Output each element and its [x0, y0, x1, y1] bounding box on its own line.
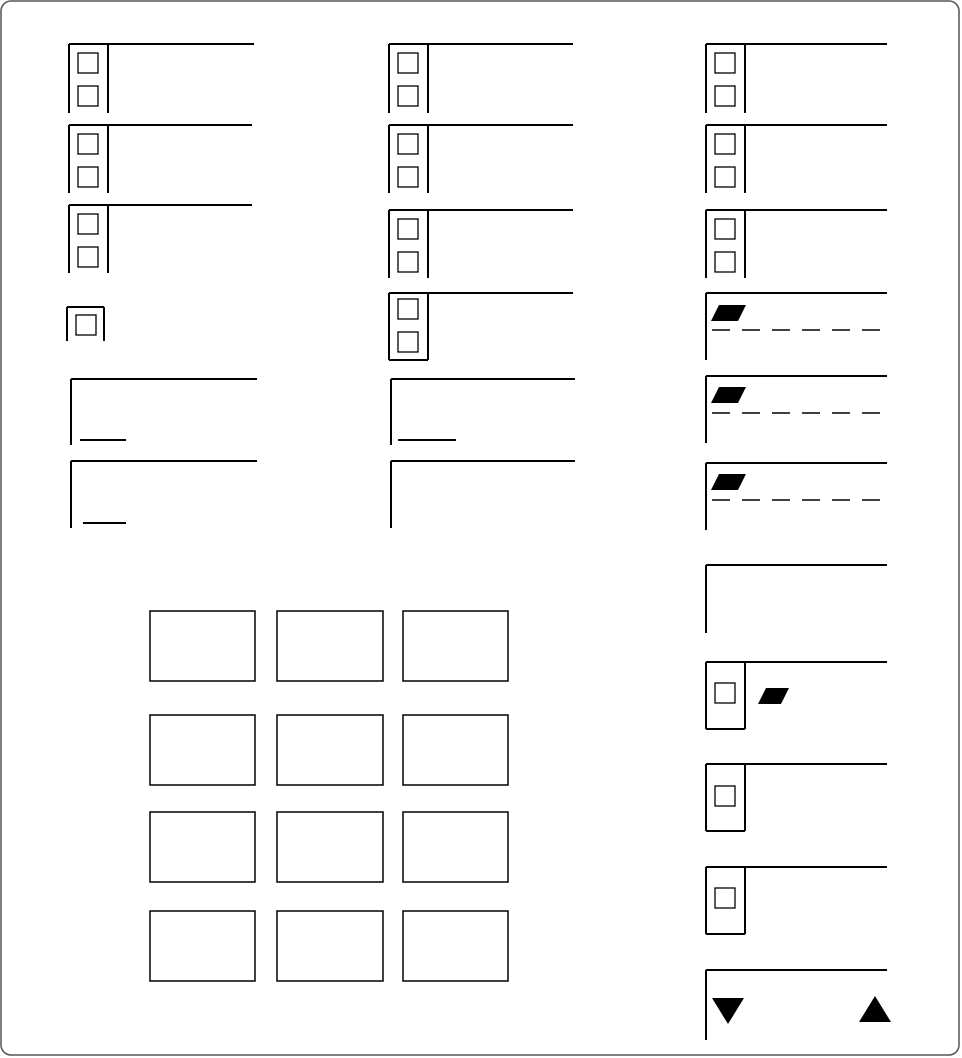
- panel-frame: [1, 1, 959, 1055]
